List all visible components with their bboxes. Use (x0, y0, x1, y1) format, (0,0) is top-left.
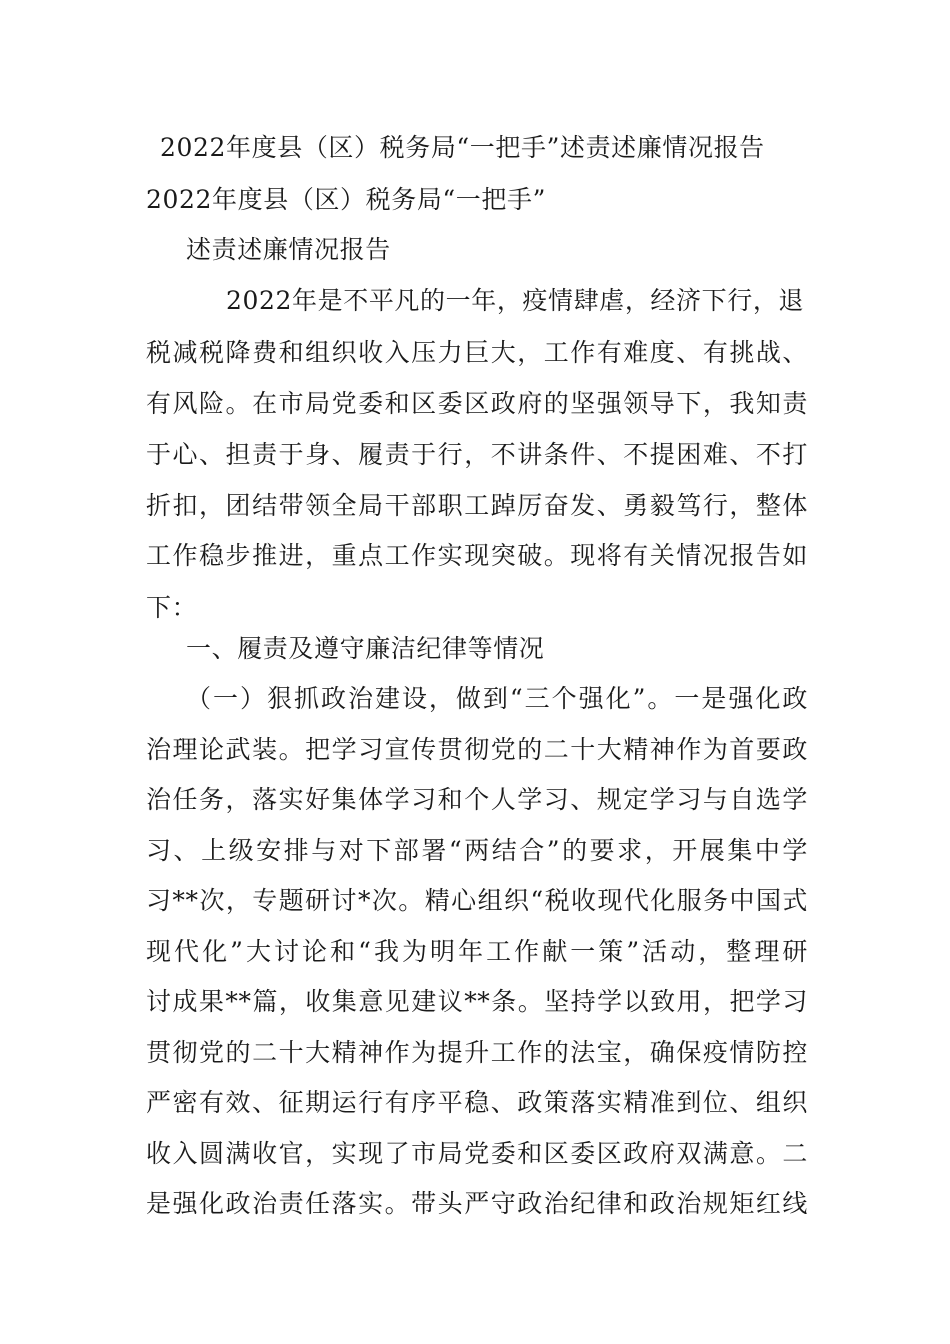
intro-paragraph-line: 工作稳步推进，重点工作实现突破。现将有关情况报告如 (146, 541, 808, 570)
document-title-line-2: 2022年度县（区）税务局“一把手” (146, 185, 546, 214)
subsection-paragraph-line: 习、上级安排与对下部署“两结合”的要求，开展集中学 (146, 836, 808, 865)
subsection-paragraph-line: 严密有效、征期运行有序平稳、政策落实精准到位、组织 (146, 1088, 808, 1117)
document-title-line-1: 2022年度县（区）税务局“一把手”述责述廉情况报告 (160, 133, 765, 162)
intro-paragraph-line: 下： (146, 593, 198, 622)
subsection-paragraph-line: 习**次，专题研讨*次。精心组织“税收现代化服务中国式 (146, 886, 808, 915)
subsection-paragraph-line: 收入圆满收官，实现了市局党委和区委区政府双满意。二 (146, 1139, 808, 1168)
intro-paragraph-line: 2022年是不平凡的一年，疫情肆虐，经济下行，退 (226, 286, 805, 315)
subsection-paragraph-line: 是强化政治责任落实。带头严守政治纪律和政治规矩红线 (146, 1189, 808, 1218)
subsection-paragraph-line: （一）狠抓政治建设，做到“三个强化”。一是强化政 (186, 684, 808, 713)
intro-paragraph-line: 有风险。在市局党委和区委区政府的坚强领导下，我知责 (146, 389, 808, 418)
subsection-paragraph-line: 讨成果**篇，收集意见建议**条。坚持学以致用，把学习 (146, 987, 808, 1016)
subsection-paragraph-line: 治任务，落实好集体学习和个人学习、规定学习与自选学 (146, 785, 808, 814)
document-title-line-3: 述责述廉情况报告 (186, 235, 391, 264)
subsection-paragraph-line: 贯彻党的二十大精神作为提升工作的法宝，确保疫情防控 (146, 1038, 808, 1067)
subsection-paragraph-line: 治理论武装。把学习宣传贯彻党的二十大精神作为首要政 (146, 735, 808, 764)
subsection-paragraph-line: 现代化”大讨论和“我为明年工作献一策”活动，整理研 (146, 937, 808, 966)
intro-paragraph-line: 折扣，团结带领全局干部职工踔厉奋发、勇毅笃行，整体 (146, 491, 808, 520)
intro-paragraph-line: 于心、担责于身、履责于行，不讲条件、不提困难、不打 (146, 440, 808, 469)
intro-paragraph-line: 税减税降费和组织收入压力巨大，工作有难度、有挑战、 (146, 338, 808, 367)
section-heading: 一、履责及遵守廉洁纪律等情况 (186, 634, 545, 663)
